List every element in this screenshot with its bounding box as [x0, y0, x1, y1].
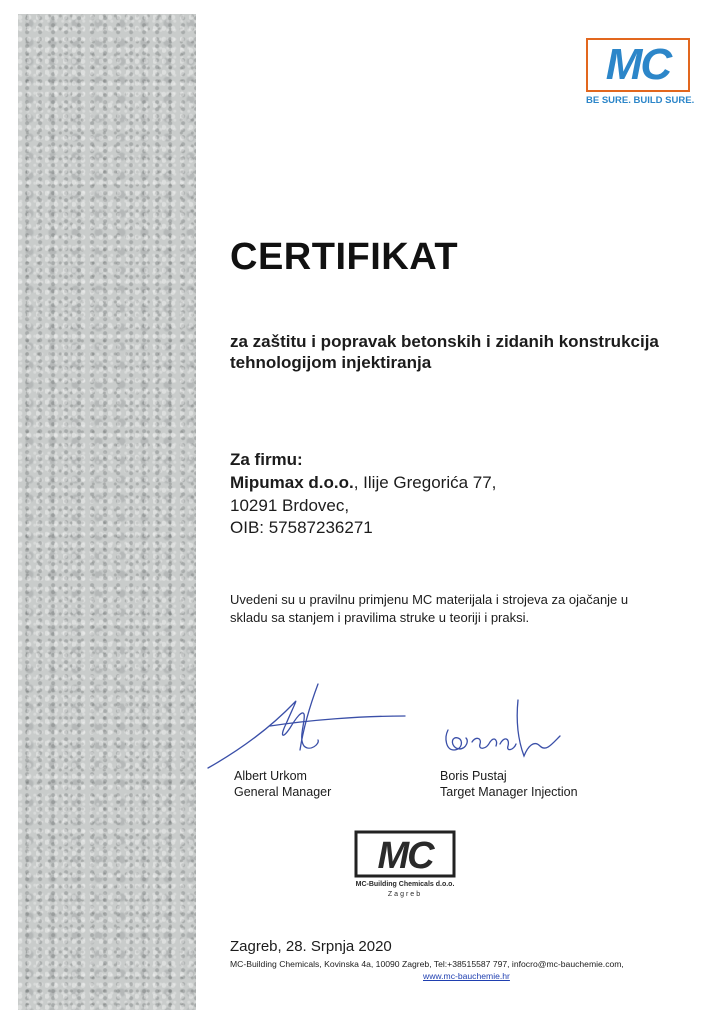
website-link[interactable]: www.mc-bauchemie.hr: [423, 971, 510, 981]
footer-address: MC-Building Chemicals, Kovinska 4a, 10090 Zagreb, Tel:+38515587 797, infocro@mc-bauchemie.com,: [230, 959, 624, 969]
signatory-right-name: Boris Pustaj: [440, 769, 507, 783]
issue-date: Zagreb, 28. Srpnja 2020: [230, 938, 392, 955]
certificate-statement: Uvedeni su u pravilnu primjenu MC materijala i strojeva za ojačanje u skladu sa stanjem i pravilima struke u teoriji i praksi.: [230, 592, 629, 625]
signature-right: [446, 700, 560, 756]
signatory-right-role: Target Manager Injection: [440, 785, 578, 799]
svg-text:MC-Building Chemicals d.o.o.: MC-Building Chemicals d.o.o.: [355, 881, 455, 888]
signatures: [200, 680, 600, 780]
svg-text:Zagreb: Zagreb: [387, 891, 423, 898]
svg-text:MC: MC: [377, 835, 433, 877]
mc-logo: [586, 38, 690, 92]
concrete-texture-strip: [18, 14, 196, 1010]
signature-left: [208, 684, 405, 768]
signatory-left-role: General Manager: [234, 785, 332, 799]
firm-name-address: [230, 473, 496, 493]
mc-logo-text: MC: [605, 40, 671, 89]
certificate-subtitle: za zaštitu i popravak betonskih i zidanih konstrukcija tehnologijom injektiranja: [230, 332, 659, 372]
firm-city: 10291 Brdovec,: [230, 496, 350, 515]
brand-slogan: BE SURE. BUILD SURE.: [586, 95, 695, 106]
signatory-left-name: Albert Urkom: [234, 769, 307, 783]
signatory-left: [234, 768, 331, 800]
certificate-title: CERTIFIKAT: [230, 236, 459, 278]
firm-street: , Ilije Gregorića 77,: [353, 473, 497, 492]
firm-label: Za firmu:: [230, 450, 303, 469]
signatory-right: [440, 768, 578, 800]
company-stamp: [350, 826, 460, 902]
firm-name: Mipumax d.o.o.: [230, 473, 354, 492]
firm-oib: OIB: 57587236271: [230, 518, 373, 537]
